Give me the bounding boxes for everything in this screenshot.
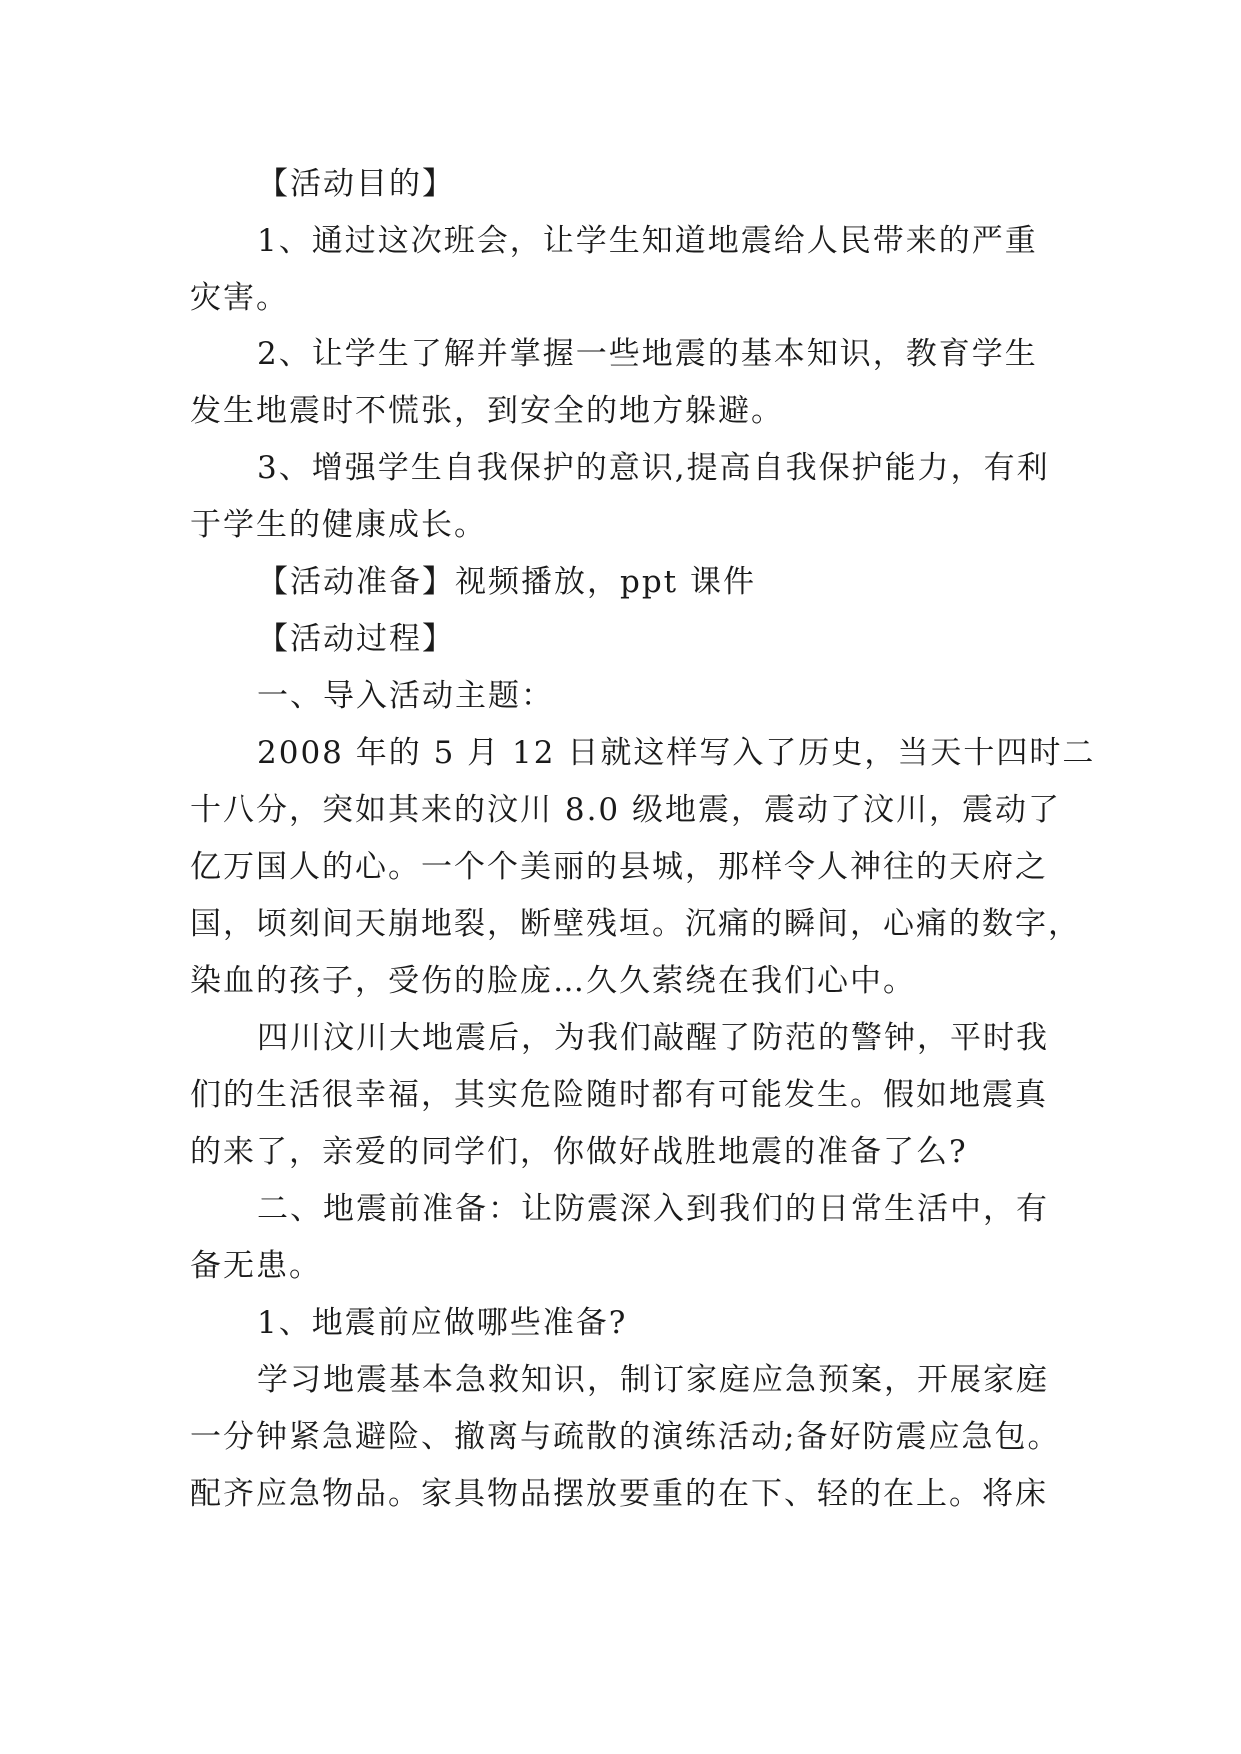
paragraph-line: 灾害。 xyxy=(190,280,289,316)
paragraph-line: 3、增强学生自我保护的意识,提高自我保护能力，有利 xyxy=(257,450,1050,486)
paragraph-line: 发生地震时不慌张，到安全的地方躲避。 xyxy=(190,393,784,429)
paragraph-line: 学习地震基本急救知识，制订家庭应急预案，开展家庭 xyxy=(257,1362,1049,1398)
paragraph-line: 们的生活很幸福，其实危险随时都有可能发生。假如地震真 xyxy=(190,1077,1048,1113)
paragraph-line: 一分钟紧急避险、撤离与疏散的演练活动;备好防震应急包。 xyxy=(190,1419,1061,1455)
paragraph-line: 国，顷刻间天崩地裂，断壁残垣。沉痛的瞬间，心痛的数字， xyxy=(190,906,1081,942)
paragraph-line: 染血的孩子，受伤的脸庞…久久萦绕在我们心中。 xyxy=(190,963,916,999)
paragraph-line: 的来了，亲爱的同学们，你做好战胜地震的准备了么? xyxy=(190,1134,968,1170)
subsection-heading: 1、地震前应做哪些准备? xyxy=(257,1305,628,1341)
heading-activity-purpose: 【活动目的】 xyxy=(257,166,455,202)
paragraph-line: 1、通过这次班会，让学生知道地震给人民带来的严重 xyxy=(257,223,1038,259)
paragraph-line: 2、让学生了解并掌握一些地震的基本知识，教育学生 xyxy=(257,336,1038,372)
paragraph-line: 四川汶川大地震后，为我们敲醒了防范的警钟，平时我 xyxy=(257,1020,1049,1056)
paragraph-line: 于学生的健康成长。 xyxy=(190,507,487,543)
section-heading: 二、地震前准备：让防震深入到我们的日常生活中，有 xyxy=(257,1191,1049,1227)
paragraph-line: 配齐应急物品。家具物品摆放要重的在下、轻的在上。将床 xyxy=(190,1476,1048,1512)
heading-activity-preparation: 【活动准备】视频播放，ppt 课件 xyxy=(257,564,756,600)
paragraph-line: 备无患。 xyxy=(190,1248,322,1284)
heading-activity-process: 【活动过程】 xyxy=(257,621,455,657)
paragraph-line: 2008 年的 5 月 12 日就这样写入了历史，当天十四时二 xyxy=(257,735,1096,771)
paragraph-line: 亿万国人的心。一个个美丽的县城，那样令人神往的天府之 xyxy=(190,849,1048,885)
section-heading: 一、导入活动主题： xyxy=(257,678,554,714)
paragraph-line: 十八分，突如其来的汶川 8.0 级地震，震动了汶川，震动了 xyxy=(190,792,1062,828)
